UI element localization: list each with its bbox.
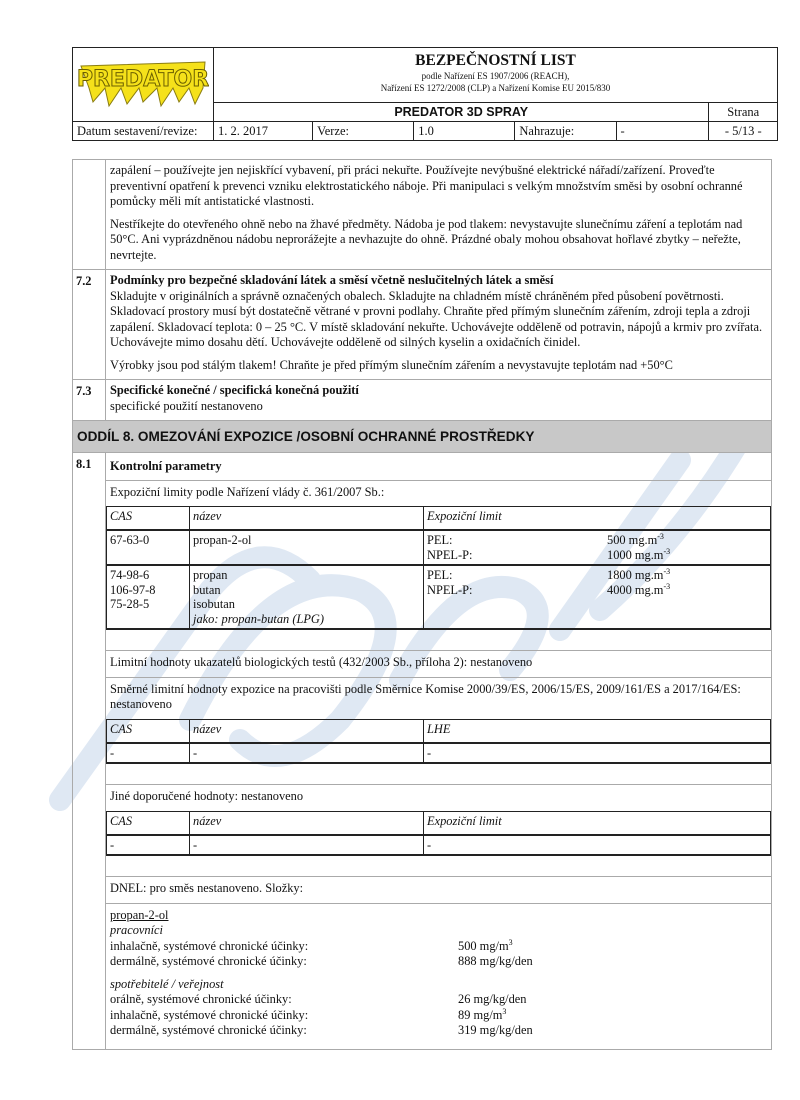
cas-number: 75-28-5 — [110, 597, 150, 611]
section-8-title: ODDÍL 8. OMEZOVÁNÍ EXPOZICE /OSOBNÍ OCHRANNÉ PROSTŘEDKY — [73, 420, 771, 452]
logo — [73, 48, 214, 122]
dnel-group-name: pracovníci — [110, 923, 163, 937]
column-header: název — [190, 507, 424, 531]
bio-limits: Limitní hodnoty ukazatelů biologických testů (432/2003 Sb., příloha 2): nestanoveno — [106, 650, 771, 677]
document-body — [72, 159, 772, 1050]
paragraph: Nestříkejte do otevřeného ohně nebo na žhavé předměty. Nádoba je pod tlakem: nevystavujte slunečnímu záření a teplotám nad 50°C. Ani vyprázdněnou nádobu neprorážejte a nevhazujte do ohně. Prázdné obaly mohou obsahovat hořlavé zbytky – neřežte, nevrtejte. — [110, 216, 743, 262]
substance-note: jako: propan-butan (LPG) — [193, 611, 325, 626]
column-header: CAS — [107, 811, 190, 835]
section-number: 7.3 — [73, 380, 106, 420]
limit-value: 4000 mg.m — [607, 582, 664, 597]
column-header: Expoziční limit — [424, 811, 771, 835]
limit-label: PEL: — [427, 533, 453, 547]
substance-name: propan-2-ol — [193, 533, 252, 547]
other-values: Jiné doporučené hodnoty: nestanoveno — [106, 784, 771, 811]
table-row: 67-63-0 propan-2-ol PEL: 500 $mg.m^{-3}$ NPEL-P: 1000 $mg.m^{-3}$ — [107, 530, 771, 565]
section-7-1-continued — [73, 160, 771, 269]
lhe-table — [106, 719, 771, 765]
dnel-group-name: spotřebitelé / veřejnost — [110, 976, 224, 991]
dnel-intro: DNEL: pro směs nestanoveno. Složky: — [106, 876, 771, 903]
product-name: PREDATOR 3D SPRAY — [214, 103, 709, 122]
section-heading: Podmínky pro bezpečné skladování látek a směsí včetně neslučitelných látek a směsí — [110, 273, 554, 287]
page-number: - 5/13 - — [709, 122, 778, 141]
cas-number: 106-97-8 — [110, 582, 156, 597]
table-row: - - - — [107, 835, 771, 856]
exposure-limits-table — [106, 506, 771, 630]
substance-name: propan — [193, 568, 228, 582]
document-header — [72, 47, 778, 141]
dnel-block: propan-2-ol pracovníci inhalačně, systémové chronické účinky: 500 $mg/m^3$ dermálně, systémové chronické účinky: 888 mg/kg/den spotřebitelé / veřejnost orálně, systémové chronické účinky: 26 mg/kg/den inhalačně, systémové chronické účinky: 89 $mg/m^3$ dermálně, systémové chronické účinky: 319 mg/kg/den — [106, 903, 771, 1049]
column-header: název — [190, 719, 424, 743]
limit-label: NPEL-P: — [427, 582, 473, 597]
substance-name: isobutan — [193, 597, 235, 611]
page-label: Strana — [709, 103, 778, 122]
column-header: LHE — [424, 719, 771, 743]
limit-value: 1000 mg.m — [607, 547, 664, 562]
substance-name: butan — [193, 582, 221, 597]
document-subtitle-2: Nařízení ES 1272/2008 (CLP) a Nařízení Komise EU 2015/830 — [380, 83, 611, 93]
column-header: CAS — [107, 507, 190, 531]
version-label: Verze: — [313, 122, 414, 141]
paragraph: Výrobky jsou pod stálým tlakem! Chraňte je před přímým slunečním zářením a nevystavujte teplotám nad +50°C — [110, 357, 673, 372]
date-value: 1. 2. 2017 — [214, 122, 313, 141]
section-number: 8.1 — [73, 453, 106, 1049]
column-header: název — [190, 811, 424, 835]
limit-value: 1800 mg.m — [607, 568, 664, 582]
paragraph: Skladujte v originálních a správně označených obalech. Skladujte na chladném místě chráněném před působení povětrnosti. Skladovací prostory musí být dostatečně větrané v provni podlahy. Chraňte před přímým slunečním zářením, zdroji tepla a zdroji zapálení. Skladovací teplota: 0 – 25 °C. V místě skladování nekuřte. Uchovávejte odděleně od potravin, nápojů a krmiv pro zvířata. Uchovávejte mimo dosahu dětí. Uchovávejte odděleně od silných kyselin a oxidačních činidel. — [110, 288, 763, 349]
paragraph: zapálení – používejte jen nejiskřící vybavení, při práci nekuřte. Používejte nevýbušné elektrické nářadí/zařízení. Proveďte preventivní opatření k prevenci vzniku elektrostatického náboje. Při manipulaci s velkým množstvím směsi by osobní ochranné pomůcky měli mít antistatické vlastnosti. — [110, 163, 743, 208]
section-7-3 — [73, 379, 771, 420]
cas-number: 67-63-0 — [110, 533, 150, 547]
document-title: BEZPEČNOSTNÍ LIST — [415, 52, 576, 69]
replaces-value: - — [616, 122, 709, 141]
section-heading: Kontrolní parametry — [110, 459, 222, 473]
column-header: CAS — [107, 719, 190, 743]
limit-label: NPEL-P: — [427, 547, 473, 562]
version-value: 1.0 — [414, 122, 515, 141]
paragraph: specifické použití nestanoveno — [110, 398, 263, 413]
table-row: - - - — [107, 743, 771, 764]
section-number: 7.2 — [73, 270, 106, 379]
section-heading: Specifické konečné / specifická konečná použití — [110, 383, 359, 397]
replaces-label: Nahrazuje: — [515, 122, 616, 141]
limits-intro: Expoziční limity podle Nařízení vlády č. 361/2007 Sb.: — [106, 480, 771, 507]
table-row: 74-98-6 106-97-8 75-28-5 propan butan isobutan jako: propan-butan (LPG) PEL: 1800 $mg.m^{-3}$ NPEL-P: 4000 $mg.m^{-3}$ — [107, 565, 771, 629]
limit-value: 500 mg.m — [607, 533, 658, 547]
document-subtitle-1: podle Nařízení ES 1907/2006 (REACH), — [421, 71, 570, 81]
eu-limits: Směrné limitní hodnoty expozice na pracovišti podle Směrnice Komise 2000/39/ES, 2006/15/ES, 2009/161/ES a 2017/164/ES: nestanoveno — [106, 677, 771, 719]
predator-logo-icon — [77, 58, 209, 108]
limit-label: PEL: — [427, 568, 453, 582]
section-7-2 — [73, 269, 771, 379]
title-block — [214, 48, 778, 103]
svg-text:PREDATOR: PREDATOR — [77, 66, 209, 92]
cas-number: 74-98-6 — [110, 568, 150, 582]
dnel-substance: propan-2-ol — [110, 907, 169, 922]
section-8-1 — [73, 452, 771, 1049]
column-header: Expoziční limit — [424, 507, 771, 531]
other-limits-table — [106, 811, 771, 857]
date-label: Datum sestavení/revize: — [73, 122, 214, 141]
